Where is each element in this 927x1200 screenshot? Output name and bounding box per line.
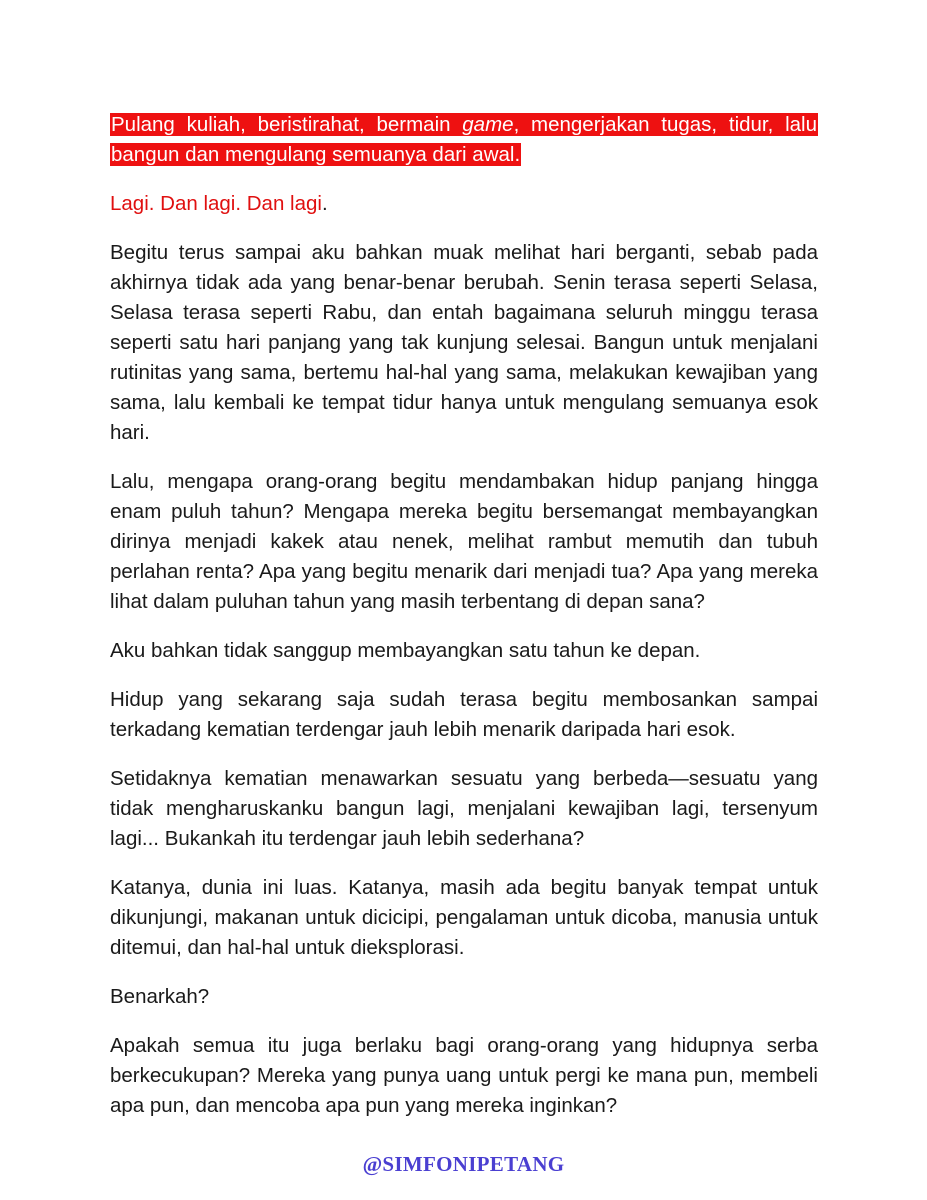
paragraph-9: Benarkah? (110, 985, 210, 1008)
paragraph-4: Lalu, mengapa orang-orang begitu mendambakan hidup panjang hingga enam puluh tahun? Mengapa mereka begitu bersemangat membayangkan dirinya menjadi kakek atau nenek, melihat rambut memutih dan tubuh perlahan renta? Apa yang begitu menarik dari menjadi tua? Apa yang mereka lihat dalam puluhan tahun yang masih terbentang di depan sana? (110, 470, 818, 613)
paragraph-2 (110, 189, 818, 219)
red-highlight (110, 113, 818, 166)
p2-tail: . (321, 192, 328, 215)
paragraph-1-highlighted (110, 110, 818, 170)
p1-before: Pulang kuliah, beristirahat, bermain (111, 113, 463, 136)
p1-after: , mengerjakan tugas, tidur, lalu bangun dan mengulang semuanya dari awal. (111, 113, 817, 166)
paragraph-3: Begitu terus sampai aku bahkan muak melihat hari berganti, sebab pada akhirnya tidak ada yang benar-benar berubah. Senin terasa seperti Selasa, Selasa terasa seperti Rabu, dan entah bagaimana seluruh minggu terasa seperti satu hari panjang yang tak kunjung selesai. Bangun untuk menjalani rutinitas yang sama, bertemu hal-hal yang sama, melakukan kewajiban yang sama, lalu kembali ke tempat tidur hanya untuk mengulang semuanya esok hari. (110, 241, 818, 444)
paragraph-7: Setidaknya kematian menawarkan sesuatu yang berbeda—sesuatu yang tidak mengharuskanku bangun lagi, menjalani kewajiban lagi, tersenyum lagi... Bukankah itu terdengar jauh lebih sederhana? (110, 767, 818, 850)
footer-handle: @SIMFONIPETANG (362, 1152, 565, 1176)
paragraph-6: Hidup yang sekarang saja sudah terasa begitu membosankan sampai terkadang kematian terdengar jauh lebih menarik daripada hari esok. (110, 688, 818, 741)
paragraph-5: Aku bahkan tidak sanggup membayangkan satu tahun ke depan. (110, 639, 701, 662)
p1-italic-game: game (462, 113, 514, 136)
p2-red-text: Lagi. Dan lagi. Dan lagi (110, 192, 322, 215)
document-body (110, 110, 818, 1140)
paragraph-10: Apakah semua itu juga berlaku bagi orang-orang yang hidupnya serba berkecukupan? Mereka yang punya uang untuk pergi ke mana pun, membeli apa pun, dan mencoba apa pun yang mereka inginkan? (110, 1034, 818, 1117)
paragraph-8: Katanya, dunia ini luas. Katanya, masih ada begitu banyak tempat untuk dikunjungi, makanan untuk dicicipi, pengalaman untuk dicoba, manusia untuk ditemui, dan hal-hal untuk dieksplorasi. (110, 876, 818, 959)
